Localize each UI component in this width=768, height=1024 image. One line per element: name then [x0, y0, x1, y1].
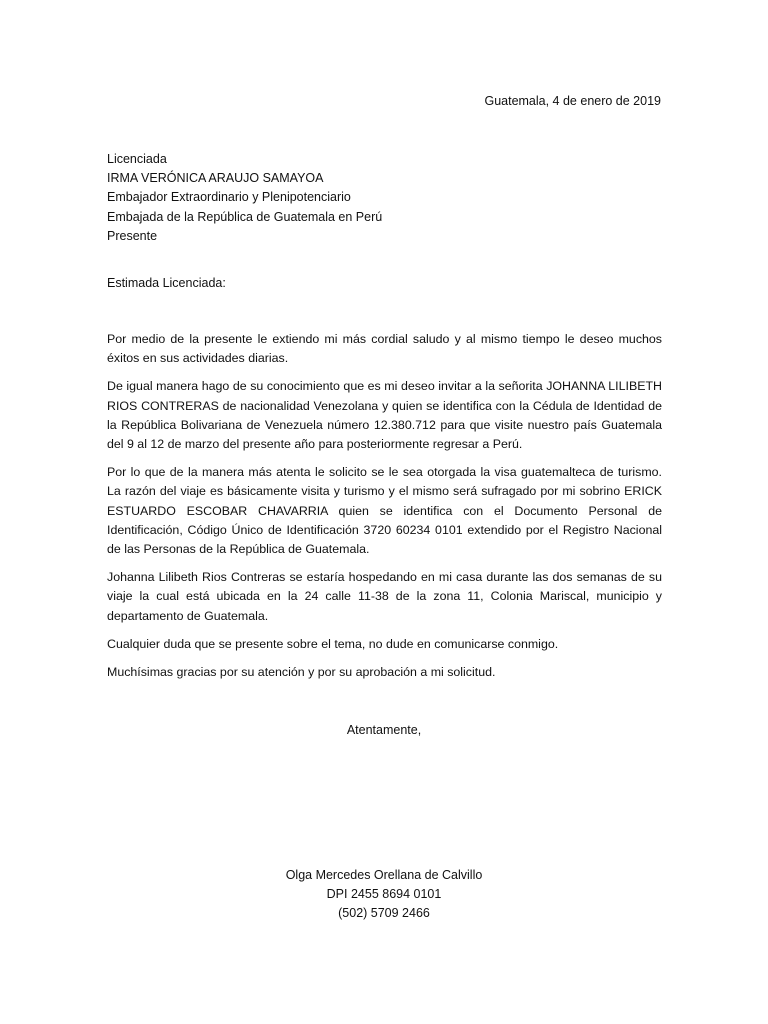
addressee-block — [107, 150, 662, 246]
closing: Atentamente, — [346, 723, 422, 737]
letter-body — [107, 330, 662, 691]
letter-date: Guatemala, 4 de enero de 2019 — [484, 94, 661, 108]
addressee-organization: Embajada de la República de Guatemala en Perú — [107, 209, 383, 224]
paragraph-visa-request: Por lo que de la manera más atenta le solicito se le sea otorgada la visa guatemalteca de turismo. La razón del viaje es básicamente visita y turismo y el mismo será sufragado por mi sobrino ERICK ESTUARDO ESCOBAR CHAVARRIA quien se identifica con el Documento Personal de Identificación, Código Único de Identificación 3720 60234 0101 extendido por el Registro Nacional de las Personas de la República de Guatemala. — [107, 465, 662, 557]
signature-name: Olga Mercedes Orellana de Calvillo — [285, 868, 483, 882]
paragraph-greeting: Por medio de la presente le extiendo mi más cordial saludo y al mismo tiempo le deseo muchos éxitos en sus actividades diarias. — [107, 332, 662, 366]
addressee-presente: Presente — [107, 228, 158, 243]
signature-phone: (502) 5709 2466 — [338, 906, 430, 921]
paragraph-thanks: Muchísimas gracias por su atención y por su aprobación a mi solicitud. — [107, 665, 496, 680]
paragraph-lodging: Johanna Lilibeth Rios Contreras se estaría hospedando en mi casa durante las dos semanas de su viaje la cual está ubicada en la 24 calle 11-38 de la zona 11, Colonia Mariscal, municipio y departamento de Guatemala. — [107, 570, 662, 623]
paragraph-contact: Cualquier duda que se presente sobre el tema, no dude en comunicarse conmigo. — [107, 636, 559, 651]
salutation: Estimada Licenciada: — [107, 276, 226, 290]
addressee-position: Embajador Extraordinario y Plenipotenciario — [107, 190, 351, 205]
signature-block — [0, 866, 768, 924]
addressee-title: Licenciada — [107, 152, 167, 166]
addressee-name: IRMA VERÓNICA ARAUJO SAMAYOA — [107, 171, 324, 186]
paragraph-invitation: De igual manera hago de su conocimiento que es mi deseo invitar a la señorita JOHANNA LILIBETH RIOS CONTRERAS de nacionalidad Venezolana y quien se identifica con la Cédula de Identidad de la República Bolivariana de Venezuela número 12.380.712 para que visite nuestro país Guatemala del 9 al 12 de marzo del presente año para posteriormente regresar a Perú. — [107, 379, 662, 452]
signature-dpi: DPI 2455 8694 0101 — [326, 887, 442, 902]
